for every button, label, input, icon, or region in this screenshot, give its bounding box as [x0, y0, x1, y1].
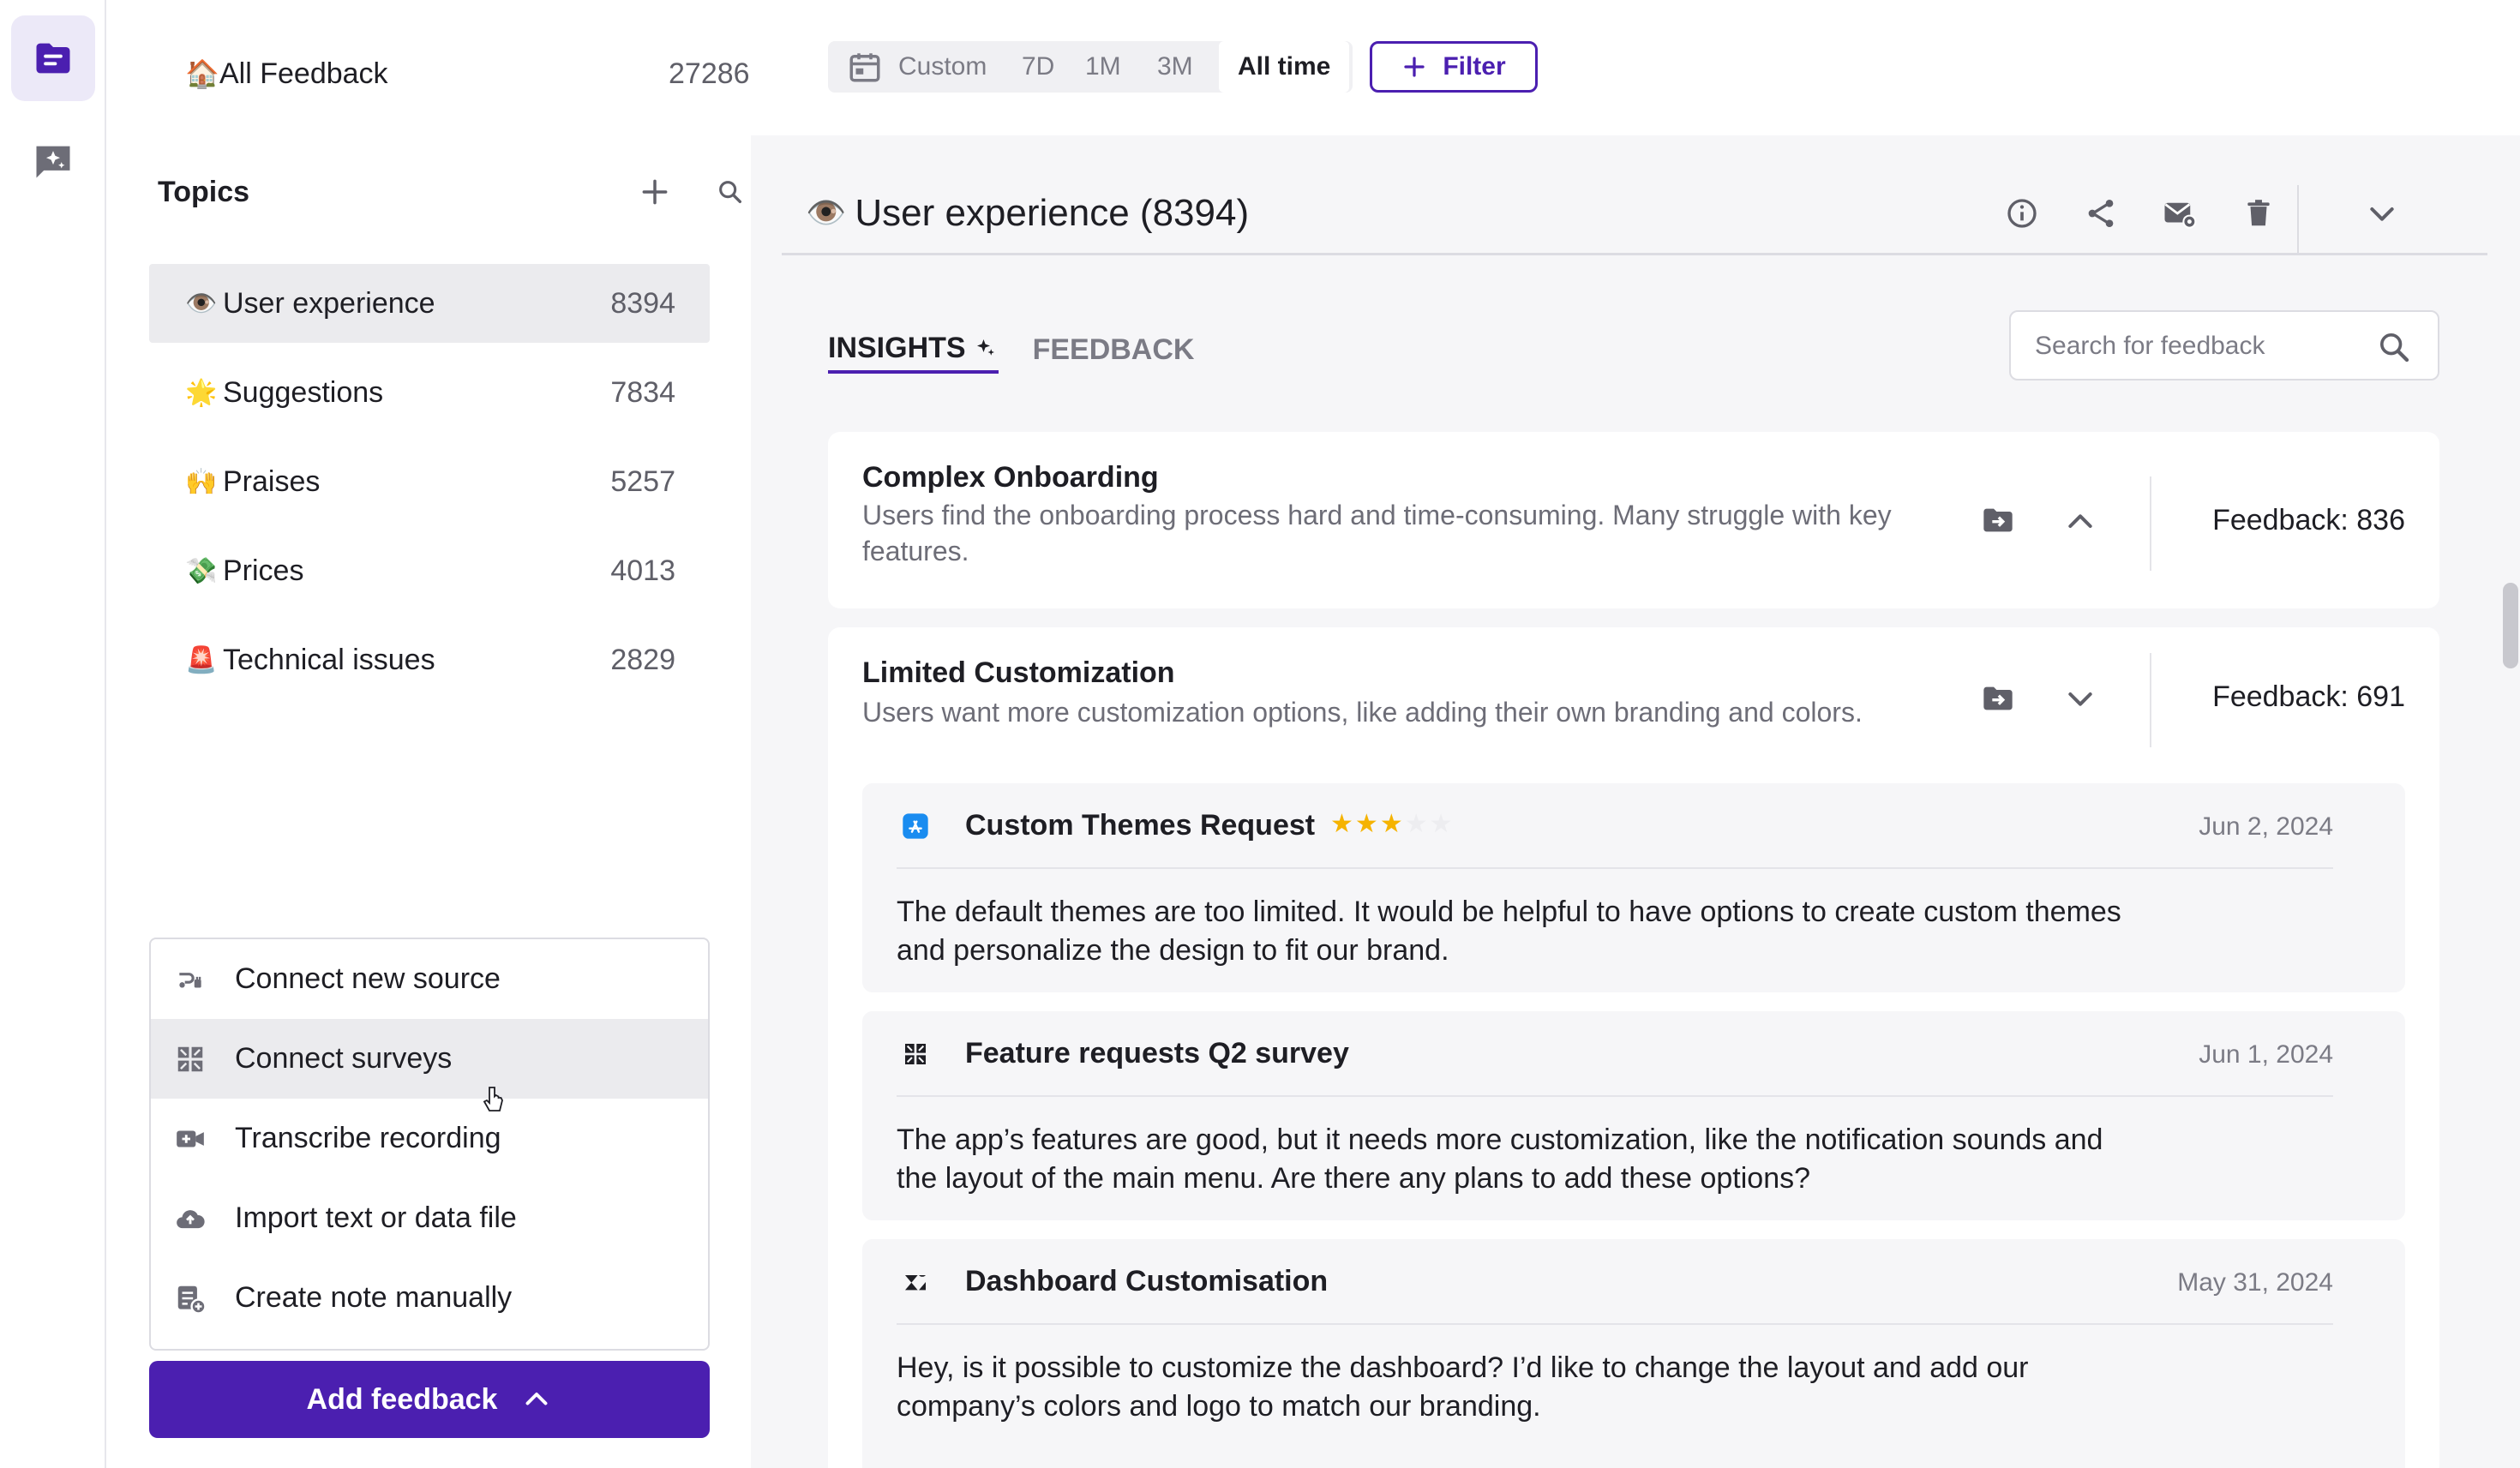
plug-connect-icon — [171, 961, 209, 998]
main-scrollbar[interactable] — [2503, 583, 2518, 668]
insight-divider — [2150, 653, 2151, 747]
siren-icon: 🚨 — [185, 645, 218, 674]
main-panel — [751, 135, 2520, 1468]
menu-item-connect-new-source[interactable] — [151, 939, 708, 1019]
topic-list — [149, 264, 710, 710]
expand-insight-button[interactable] — [2061, 679, 2100, 718]
search-input[interactable] — [2035, 327, 2361, 365]
chevron-up-icon — [521, 1384, 552, 1415]
app-store-icon — [897, 807, 934, 845]
survey-icon — [171, 1040, 209, 1078]
feedback-search — [2009, 310, 2439, 380]
star-filled-icon: ★ — [1354, 810, 1380, 838]
topic-count: 8394 — [610, 286, 675, 320]
menu-item-import-file[interactable] — [151, 1178, 708, 1258]
raised-hands-icon: 🙌 — [185, 467, 218, 496]
insight-title: Complex Onboarding — [862, 461, 1159, 494]
menu-item-connect-surveys[interactable] — [151, 1019, 708, 1099]
page-title — [806, 192, 1249, 235]
range-custom[interactable]: Custom — [898, 52, 987, 81]
calendar-icon[interactable] — [847, 41, 883, 93]
ai-chat-icon — [31, 139, 75, 183]
plus-icon — [639, 176, 671, 208]
rating-stars — [1330, 809, 1455, 839]
topics-header — [158, 168, 723, 216]
insight-card-limited-customization[interactable] — [828, 627, 2439, 1468]
topic-header — [782, 170, 2487, 255]
info-button[interactable] — [2002, 194, 2042, 233]
star-filled-icon: ★ — [1330, 810, 1355, 838]
zendesk-icon — [897, 1263, 934, 1301]
topic-item-suggestions[interactable] — [149, 353, 710, 432]
insight-feedback-count: Feedback: 691 — [2212, 680, 2405, 713]
page-title-text: User experience (8394) — [855, 192, 1250, 234]
menu-item-label: Connect new source — [235, 962, 501, 995]
header-divider — [2297, 185, 2299, 254]
topics-title: Topics — [158, 175, 250, 208]
topic-count: 7834 — [610, 375, 675, 409]
topic-label: Technical issues — [223, 643, 435, 676]
search-topics-button[interactable] — [710, 171, 751, 213]
all-feedback-item[interactable] — [185, 48, 785, 99]
note-add-icon — [171, 1279, 209, 1317]
video-camera-icon — [171, 1120, 209, 1158]
icon-rail — [0, 0, 106, 1468]
feedback-date: May 31, 2024 — [2177, 1268, 2333, 1297]
info-icon — [2005, 196, 2039, 231]
sparkle-icon — [973, 335, 999, 361]
trash-icon — [2242, 197, 2275, 230]
search-icon[interactable] — [2374, 327, 2414, 367]
house-icon: 🏠 — [185, 58, 219, 89]
survey-icon — [897, 1035, 934, 1073]
feedback-date: Jun 1, 2024 — [2199, 1040, 2333, 1069]
topic-label: Prices — [223, 554, 304, 587]
topic-count: 2829 — [610, 643, 675, 676]
add-feedback-label: Add feedback — [306, 1382, 498, 1416]
topic-label: Praises — [223, 464, 321, 498]
search-icon — [716, 177, 745, 207]
menu-item-label: Connect surveys — [235, 1042, 453, 1075]
feedback-text: Hey, is it possible to customize the dashboard? I’d like to change the layout and add our company’s colors and logo to match our branding. — [897, 1351, 2029, 1423]
money-icon: 💸 — [185, 556, 218, 585]
topic-item-praises[interactable] — [149, 442, 710, 521]
insight-description: Users find the onboarding process hard and time-consuming. Many struggle with key features. — [862, 500, 1892, 566]
topic-item-technical-issues[interactable] — [149, 620, 710, 699]
chevron-up-icon — [2063, 505, 2097, 539]
menu-item-label: Create note manually — [235, 1281, 513, 1314]
move-to-folder-button[interactable] — [1978, 679, 2018, 718]
eye-icon: 👁️ — [185, 289, 218, 318]
menu-item-create-note[interactable] — [151, 1258, 708, 1338]
star-empty-icon: ★ — [1404, 810, 1430, 838]
menu-item-transcribe-recording[interactable] — [151, 1099, 708, 1178]
feedback-divider — [897, 867, 2333, 869]
feedback-text: The default themes are too limited. It would be helpful to have options to create custom themes and personalize the design to fit our brand. — [897, 896, 2121, 967]
tab-insights[interactable] — [828, 326, 999, 374]
date-range-selector — [828, 41, 1353, 93]
collapse-header-button[interactable] — [2362, 194, 2402, 233]
feedback-text: The app’s features are good, but it needs more customization, like the notification sounds and the layout of the main menu. Are there any plans to add these options? — [897, 1123, 2103, 1195]
share-button[interactable] — [2081, 194, 2121, 233]
filter-button[interactable] — [1370, 41, 1538, 93]
add-feedback-button[interactable] — [149, 1361, 710, 1438]
star-icon: 🌟 — [185, 378, 218, 407]
range-1m[interactable]: 1M — [1085, 52, 1121, 81]
feedback-card[interactable] — [862, 1239, 2405, 1468]
tab-feedback[interactable] — [1033, 326, 1195, 374]
feedback-title: Feature requests Q2 survey — [965, 1037, 1349, 1070]
feedback-card[interactable] — [862, 1011, 2405, 1220]
folder-move-icon — [1981, 503, 2015, 537]
folder-move-icon — [1981, 681, 2015, 716]
insight-description: Users want more customization options, like adding their own branding and colors. — [862, 697, 1863, 728]
rail-ai-chat-button[interactable] — [11, 118, 95, 204]
chevron-down-icon — [2063, 681, 2097, 716]
feedback-card[interactable] — [862, 783, 2405, 992]
menu-item-label: Import text or data file — [235, 1201, 517, 1234]
feedback-list-icon — [31, 36, 75, 81]
range-7d[interactable]: 7D — [1022, 52, 1055, 81]
delete-button[interactable] — [2239, 194, 2278, 233]
add-topic-button[interactable] — [634, 171, 675, 213]
topic-label: User experience — [223, 286, 435, 320]
chevron-down-icon — [2365, 196, 2399, 231]
email-settings-button[interactable] — [2160, 194, 2199, 233]
view-tabs — [828, 326, 1194, 377]
topic-count: 5257 — [610, 464, 675, 498]
tab-feedback-label: FEEDBACK — [1032, 333, 1195, 366]
top-bar — [751, 0, 2520, 135]
insight-title: Limited Customization — [862, 656, 1175, 689]
eye-icon: 👁️ — [806, 195, 847, 231]
rail-feedback-button[interactable] — [11, 15, 95, 101]
insight-divider — [2150, 476, 2151, 571]
topic-item-user-experience[interactable] — [149, 264, 710, 343]
topic-label: Suggestions — [223, 375, 384, 409]
range-all-time[interactable]: All time — [1219, 41, 1349, 93]
star-filled-icon: ★ — [1379, 810, 1405, 838]
tab-insights-label: INSIGHTS — [828, 331, 966, 364]
feedback-title: Dashboard Customisation — [965, 1265, 1329, 1297]
insight-card-complex-onboarding[interactable] — [828, 432, 2439, 608]
share-icon — [2084, 196, 2118, 231]
plus-icon — [1401, 54, 1427, 80]
all-feedback-label: All Feedback — [219, 57, 388, 90]
feedback-date: Jun 2, 2024 — [2199, 812, 2333, 841]
all-feedback-count: 27286 — [669, 57, 750, 90]
mouse-cursor-icon — [482, 1085, 507, 1116]
insight-feedback-count: Feedback: 836 — [2212, 504, 2405, 536]
star-empty-icon: ★ — [1429, 810, 1455, 838]
range-3m[interactable]: 3M — [1157, 52, 1193, 81]
feedback-title: Custom Themes Request — [965, 809, 1316, 842]
feedback-divider — [897, 1095, 2333, 1097]
add-source-menu — [149, 938, 710, 1351]
menu-item-label: Transcribe recording — [235, 1122, 501, 1154]
sidebar — [108, 0, 751, 1468]
collapse-insight-button[interactable] — [2061, 502, 2100, 542]
topic-item-prices[interactable] — [149, 531, 710, 610]
filter-label: Filter — [1443, 52, 1506, 81]
topic-count: 4013 — [610, 554, 675, 587]
feedback-divider — [897, 1323, 2333, 1325]
move-to-folder-button[interactable] — [1978, 500, 2018, 540]
cloud-upload-icon — [171, 1200, 209, 1237]
mail-settings-icon — [2162, 195, 2198, 231]
